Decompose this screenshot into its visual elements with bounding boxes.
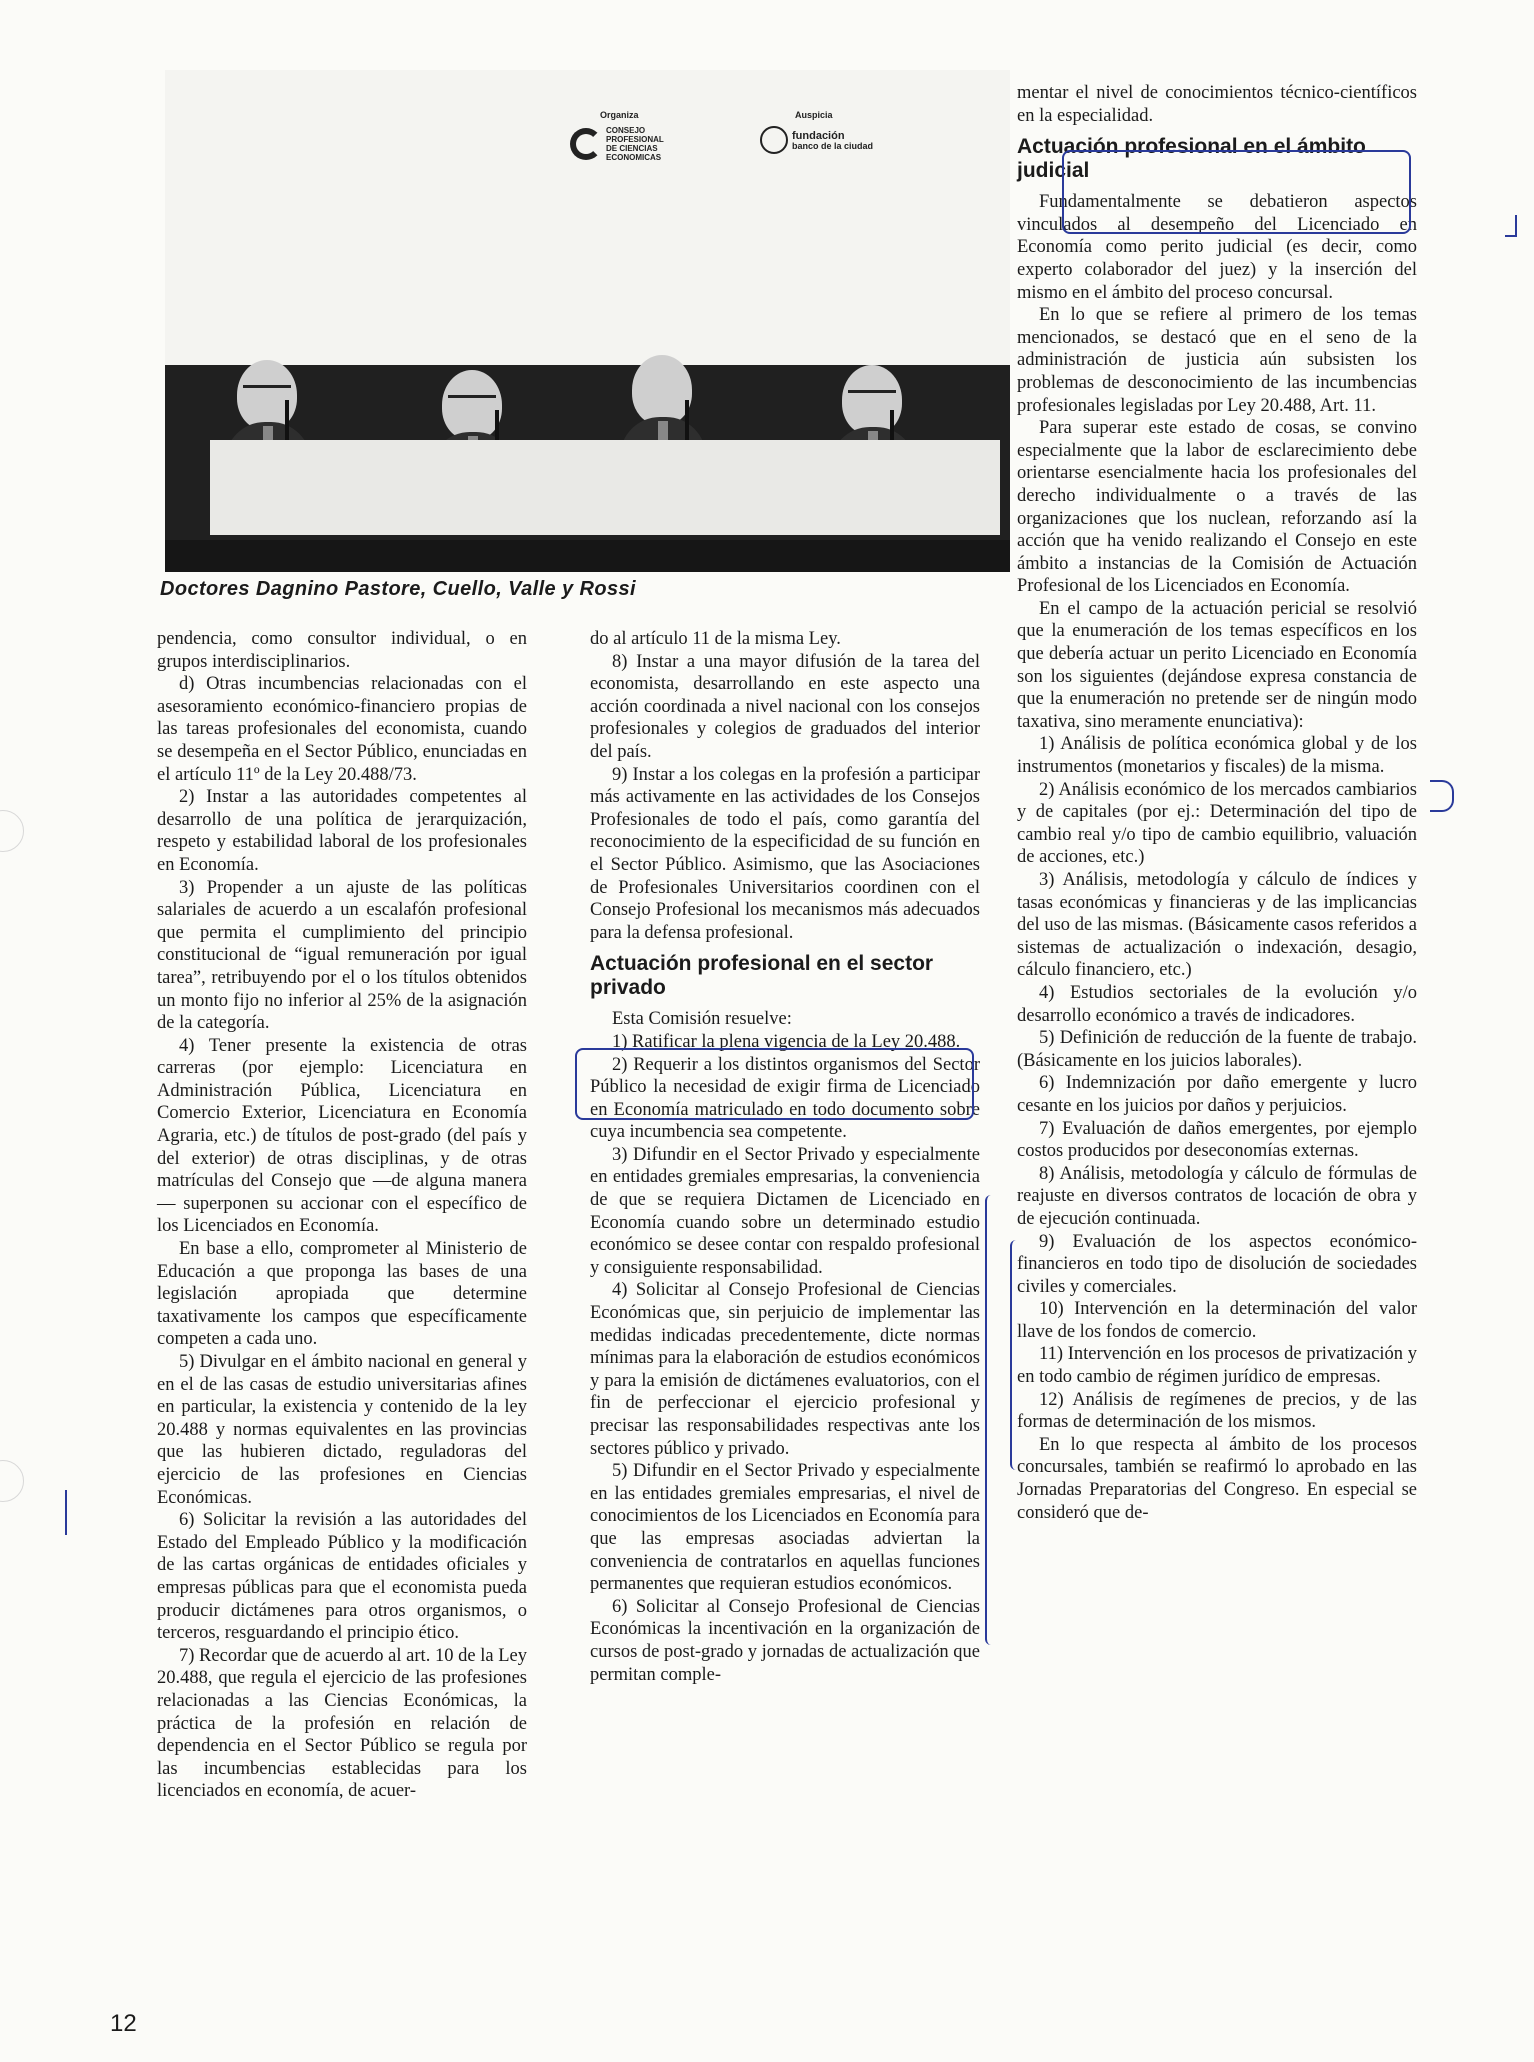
column-right	[1017, 82, 1417, 1524]
pen-margin-mark	[1505, 215, 1517, 237]
auspicia-line: banco de la ciudad	[792, 140, 874, 151]
page-number: 12	[110, 2010, 137, 2037]
paragraph: 7) Evaluación de daños emergentes, por ejemplo costos producidos por deseconomías externas.	[1017, 1118, 1417, 1162]
paragraph: 2) Análisis económico de los mercados cambiarios y de capitales (por ej.: Determinación del tipo de cambio real y/o tipo de cambio equilibrio, valuación de acciones, etc.)	[1017, 779, 1417, 868]
organiza-line: ECONOMICAS	[606, 153, 662, 162]
paragraph: 2) Instar a las autoridades competentes al desarrollo de una política de jerarquización, respeto y estabilidad laboral de los profesionales en Economía.	[157, 787, 527, 875]
paragraph: 12) Análisis de regímenes de precios, y de las formas de determinación de los mismos.	[1017, 1389, 1417, 1433]
paragraph: En lo que respecta al ámbito de los procesos concursales, también se reafirmó lo aprobado en las Jornadas Preparatorias del Congreso. En especial se consideró que de-	[1017, 1434, 1417, 1523]
paragraph: 6) Solicitar al Consejo Profesional de Ciencias Económicas la incentivación en la organización de cursos de post-grado y jornadas de actualización que permitan comple-	[590, 1596, 980, 1685]
pen-margin-mark	[1430, 780, 1454, 812]
paragraph: 3) Propender a un ajuste de las políticas salariales de acuerdo a un escalafón profesional que permita el cumplimiento del principio constitucional de “igual remuneración por igual tarea”, retribuyendo por el o los títulos obtenidos un monto fijo no inferior al 25% de la asignación de la categoría.	[157, 877, 527, 1034]
pen-margin-mark	[1010, 1240, 1024, 1470]
section-heading-sector-privado: Actuación profesional en el sector privado	[590, 952, 934, 1000]
pen-margin-mark	[985, 1195, 999, 1645]
auspicia-line: fundación	[792, 129, 845, 142]
auspicia-logo	[760, 110, 873, 154]
paragraph: Para superar este estado de cosas, se convino especialmente que la labor de esclarecimiento debe orientarse esencialmente hacia los profesionales del derecho individualmente o a través de las organizaciones que los nuclean, reforzando así la acción que ha venido realizando el Consejo en este ámbito a instancias de la Comisión de Actuación Profesional de los Licenciados en Economía.	[1017, 418, 1417, 597]
paragraph: 8) Instar a una mayor difusión de la tarea del economista, desarrollando en este aspecto una acción coordinada a nivel nacional con los consejos profesionales y colegios de graduados del interior del país.	[590, 651, 980, 762]
paragraph: 5) Definición de reducción de la fuente de trabajo. (Básicamente en los juicios laborales).	[1017, 1028, 1417, 1071]
paragraph: En el campo de la actuación pericial se resolvió que la enumeración de los temas específicos en los que debería actuar un perito Licenciado en Economía son los siguientes (dejándose expresa constancia de que la enumeración no pretende ser de ningún modo taxativa, sino meramente enunciativa):	[1017, 598, 1417, 732]
paragraph: pendencia, como consultor individual, o en grupos interdisciplinarios.	[157, 629, 527, 672]
stage-floor	[165, 540, 1010, 572]
paragraph: 6) Solicitar la revisión a las autoridades del Estado del Empleado Público y la modificación de las cartas orgánicas de entidades oficiales y empresas públicas para que el economista pueda producir dictámenes para otros organismos, o terceros, resguardando el principio ético.	[157, 1510, 527, 1644]
organiza-logo	[570, 110, 664, 162]
photo-caption: Doctores Dagnino Pastore, Cuello, Valle y Rossi	[160, 578, 636, 600]
paragraph: 4) Solicitar al Consejo Profesional de Ciencias Económicas que, sin perjuicio de implementar las medidas indicadas precedentemente, dicte normas mínimas para la elaboración de estudios económicos y para la emisión de dictámenes evaluatorios, con el fin de perfeccionar el ejercicio profesional y precisar las responsabilidades respectivas ante los sectores público y privado.	[590, 1280, 980, 1459]
organiza-label: Organiza	[600, 110, 639, 120]
organiza-line: DE CIENCIAS	[606, 144, 658, 153]
paragraph: 5) Divulgar en el ámbito nacional en general y en el de las casas de estudio universitarias afines en particular, la existencia y contenido de la ley 20.488 y normas equivalentes en las provincias que las hubieren dictado, reguladoras del ejercicio de las profesiones en Ciencias Económicas.	[157, 1352, 527, 1508]
paragraph: 2) Requerir a los distintos organismos del Sector Público la necesidad de exigir firma de Licenciado en Economía matriculado en todo documento sobre cuya incumbencia sea competente.	[590, 1054, 980, 1143]
paragraph: Esta Comisión resuelve:	[612, 1009, 792, 1030]
paragraph: 7) Recordar que de acuerdo al art. 10 de la Ley 20.488, que regula el ejercicio de las profesiones relacionadas a las Ciencias Económicas, la práctica de la profesión en relación de dependencia en el Sector Público se regula por las incumbencias establecidas para los licenciados en economía, de acuer-	[157, 1645, 527, 1802]
paragraph: 11) Intervención en los procesos de privatización y en todo cambio de régimen jurídico de empresas.	[1017, 1344, 1417, 1388]
paragraph: mentar el nivel de conocimientos técnico-científicos en la especialidad.	[1017, 83, 1417, 126]
consejo-emblem-icon	[570, 128, 602, 160]
paragraph: 3) Análisis, metodología y cálculo de índices y tasas económicas y financieras y de las implicancias del uso de las mismas. (Básicamente casos referidos a sistemas de actualización o indexación, desagio, cálculo financiero, etc.)	[1017, 870, 1417, 981]
paragraph: 1) Análisis de política económica global y de los instrumentos (monetarios y fiscales) de la misma.	[1017, 734, 1417, 778]
column-left	[157, 628, 527, 1803]
paragraph: d) Otras incumbencias relacionadas con el asesoramiento económico-financiero propias de las tareas profesionales del economista, cuando se desempeña en el Sector Público, enunciadas en el artículo 11º de la Ley 20.488/73.	[157, 674, 527, 785]
paragraph: 9) Instar a los colegas en la profesión a participar más activamente en las actividades de los Consejos Profesionales de todo el país, como garantía del reconocimiento de la especificidad de su función en el Sector Público. Asimismo, que las Asociaciones de Profesionales Universitarios coordinen con el Consejo Profesional los mecanismos más adecuados para la defensa profesional.	[590, 764, 980, 943]
punch-hole	[0, 1460, 24, 1502]
column-middle	[590, 628, 980, 1686]
paragraph: En lo que se refiere al primero de los temas mencionados, se destacó que en el seno de la administración de justicia aún subsisten los problemas de desconocimiento de las incumbencias profesionales legisladas por Ley 20.488, Art. 11.	[1017, 305, 1417, 416]
pen-margin-mark	[65, 1490, 71, 1535]
section-heading-ambito-judicial: Actuación profesional en el ámbito judicial	[1017, 135, 1366, 183]
paragraph: Fundamentalmente se debatieron aspectos vinculados al desempeño del Licenciado en Economía como perito judicial (es decir, como experto colaborador del juez) y la inserción del mismo en el ámbito del proceso concursal.	[1017, 192, 1417, 303]
paragraph: 6) Indemnización por daño emergente y lucro cesante en los juicios por daños y perjuicios.	[1017, 1073, 1417, 1116]
pen-box-annotation	[1062, 150, 1411, 234]
paragraph: 5) Difundir en el Sector Privado y especialmente en las entidades gremiales empresarias, el nivel de conocimientos de los Licenciados en Economía para que las empresas asociadas adviertan la conveniencia de contratarlos en aquellas funciones permanentes que requieran estudios económicos.	[590, 1461, 980, 1595]
organiza-line: PROFESIONAL	[606, 135, 664, 144]
panel-table	[210, 440, 1000, 535]
paragraph: 8) Análisis, metodología y cálculo de fórmulas de reajuste en diversos contratos de locación de obra y de ejecución continuada.	[1017, 1163, 1417, 1229]
paragraph: 4) Estudios sectoriales de la evolución y/o desarrollo económico a través de indicadores.	[1017, 982, 1417, 1026]
paragraph: En base a ello, comprometer al Ministerio de Educación a que proponga las bases de una legislación apropiada que determine taxativamente los campos que específicamente competen a cada uno.	[157, 1239, 527, 1350]
paragraph: 4) Tener presente la existencia de otras carreras (por ejemplo: Licenciatura en Administración Pública, Licenciatura en Comercio Exterior, Licenciatura en Economía Agraria, etc.) de títulos de post-grado (del país y del exterior) de otras disciplinas, y de otras matrículas del Consejo que —de alguna manera— superponen su accionar con el específico de los Licenciados en Economía.	[157, 1035, 527, 1237]
conference-photo	[165, 70, 1010, 572]
fundacion-emblem-icon	[760, 126, 788, 154]
pen-box-annotation	[575, 1048, 974, 1120]
paragraph: do al artículo 11 de la misma Ley.	[590, 629, 841, 649]
paragraph: 1) Ratificar la plena vigencia de la Ley 20.488.	[612, 1031, 961, 1052]
paragraph: 3) Difundir en el Sector Privado y especialmente en entidades gremiales empresarias, la conveniencia de que se requiera Dictamen de Licenciado en Economía cuando sobre un determinado estudio económico se desee contar con respaldo profesional y consiguiente responsabilidad.	[590, 1144, 980, 1278]
paragraph: 9) Evaluación de los aspectos económico-financieros en todo tipo de disolución de sociedades civiles y comerciales.	[1017, 1231, 1417, 1297]
punch-hole	[0, 810, 24, 852]
auspicia-label: Auspicia	[795, 110, 833, 120]
paragraph: 10) Intervención en la determinación del valor llave de los fondos de comercio.	[1017, 1299, 1417, 1342]
organiza-line: CONSEJO	[606, 126, 646, 135]
